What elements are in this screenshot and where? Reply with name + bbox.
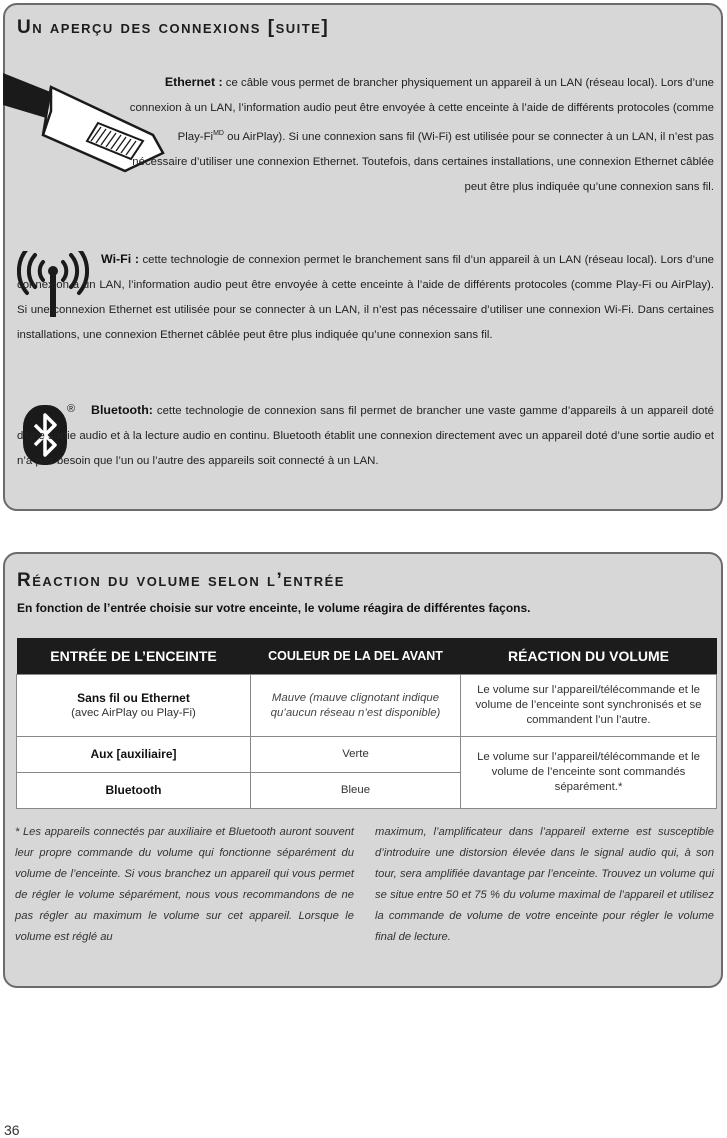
section-subtitle: En fonction de l’entrée choisie sur votre enceinte, le volume réagira de différentes façons. — [17, 601, 531, 615]
column-header: COULEUR DE LA DEL AVANT — [251, 638, 461, 675]
led-note: (mauve clignotant indique qu’aucun réseau n’est disponible) — [270, 691, 441, 719]
led-color: Mauve — [271, 691, 307, 704]
ethernet-paragraph — [126, 70, 714, 200]
volume-table — [16, 638, 717, 809]
table-cell — [17, 675, 251, 737]
wifi-label: Wi-Fi : — [101, 252, 140, 266]
led-color: Verte — [251, 737, 461, 773]
bluetooth-text: cette technologie de connexion sans fil permet de brancher une vaste gamme d’appareils à un appareil doté d’une sortie audio et à la lecture audio en continu. Bluetooth établit une connexion directement avec un appareil doté d’une sortie audio et n’a pas besoin que l’un ou l’autre des appareils soit connecté à un LAN. — [17, 405, 714, 467]
table-header-row — [17, 638, 717, 675]
ethernet-text: ce câble vous permet de brancher physiquement un appareil à un LAN (réseau local). Lors d’une connexion à un LAN, l’information audio peut être envoyée à cette enceinte à l’aide de différents protocoles (comme Play-Fi — [129, 77, 714, 143]
section-title: Un aperçu des connexions [suite] — [17, 17, 330, 38]
column-header: RÉACTION DU VOLUME — [461, 638, 717, 675]
footnote-left: * Les appareils connectés par auxiliaire et Bluetooth auront souvent leur propre commande du volume qui fonctionne séparément du volume de l’enceinte. Si vous branchez un appareil qui vous permet de régler le volume séparément, nous vous recommandons de ne pas régler au maximum le volume sur cet appareil. Lorsque le volume est réglé au — [15, 826, 354, 943]
input-note: (avec AirPlay ou Play-Fi) — [71, 706, 196, 719]
ethernet-label: Ethernet : — [164, 75, 223, 89]
input-name: Sans fil ou Ethernet — [77, 690, 190, 705]
section-title: Réaction du volume selon l’entrée — [17, 570, 345, 591]
bluetooth-paragraph — [17, 398, 714, 474]
input-name: Bluetooth — [17, 773, 251, 809]
ethernet-text-end: ou AirPlay). Si une connexion sans fil (Wi-Fi) est utilisée pour se connecter à un LAN, il n’est pas nécessaire d’utiliser une connexion Ethernet. Toutefois, dans certaines installations, une connexion Ethernet câblée peut être plus indiquée qu’une connexion sans fil. — [132, 130, 714, 193]
table-row — [17, 737, 717, 773]
table-cell — [251, 675, 461, 737]
input-name: Aux [auxiliaire] — [17, 737, 251, 773]
registered-mark: ® — [67, 403, 76, 415]
table-cell: Le volume sur l’appareil/télécommande et le volume de l’enceinte sont commandés séparément.* — [461, 737, 717, 809]
wifi-text: cette technologie de connexion permet le branchement sans fil d’un appareil à un LAN (réseau local). Lors d’une connexion à un LAN, l’information audio peut être envoyée à cette enceinte à l’aide de différents protocoles (comme Play-Fi ou AirPlay). Si une connexion Ethernet est utilisée pour se connecter à un LAN, il n’est pas nécessaire d’utiliser une connexion Wi-Fi. Dans certaines installations, une connexion Ethernet câblée peut être plus indiquée qu’une connexion sans fil. — [17, 254, 714, 341]
table-row — [17, 675, 717, 737]
page-number: 36 — [4, 1122, 20, 1138]
wifi-paragraph — [17, 247, 714, 348]
trademark-sup: MD — [213, 130, 224, 137]
connections-panel — [3, 3, 723, 511]
bluetooth-label: Bluetooth: — [91, 403, 153, 417]
table-cell: Le volume sur l’appareil/télécommande et le volume de l’enceinte sont synchronisés et se commandent l’un l’autre. — [461, 675, 717, 737]
column-header: ENTRÉE DE L’ENCEINTE — [17, 638, 251, 675]
footnote-right: maximum, l’amplificateur dans l’appareil externe est susceptible d’introduire une distorsion élevée dans le signal audio qui, à son tour, sera amplifiée davantage par l’enceinte. Trouvez un volume qui se situe entre 50 et 75 % du volume maximal de l’appareil et utilisez la commande de volume de votre enceinte pour régler le volume final de lecture. — [375, 826, 714, 943]
led-color: Bleue — [251, 773, 461, 809]
volume-reaction-panel — [3, 552, 723, 988]
